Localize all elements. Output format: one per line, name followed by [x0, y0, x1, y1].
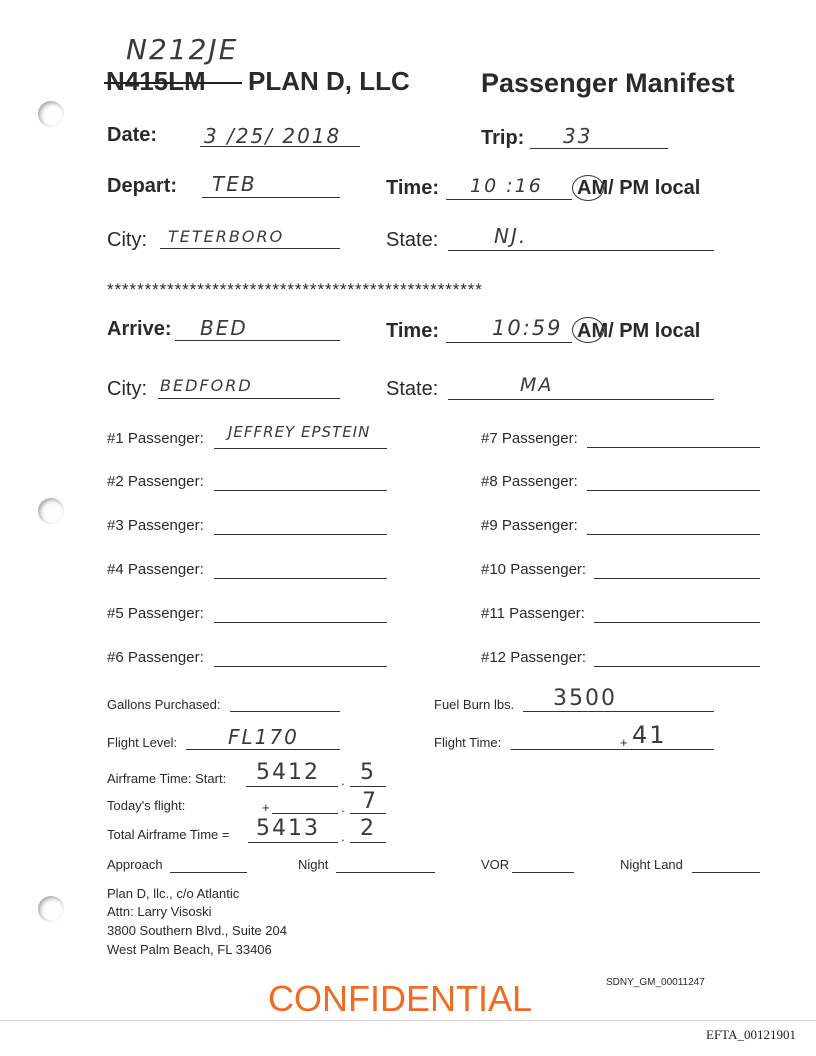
trip-label: Trip: — [481, 127, 525, 149]
address-line-2: Attn: Larry Visoski — [107, 904, 212, 919]
depart-city-value: TETERBORO — [168, 227, 285, 246]
arrive-city-value: BEDFORD — [160, 376, 253, 395]
night-label: Night — [298, 857, 329, 872]
passenger-2-label: #2 Passenger: — [107, 473, 204, 490]
flight-time-line — [511, 749, 714, 750]
tail-number-printed: N415LM — [106, 66, 206, 96]
fuel-burn-label: Fuel Burn lbs. — [434, 697, 515, 712]
tail-number-handwritten: N212JE — [126, 33, 239, 66]
depart-line — [202, 197, 340, 198]
arrive-time-line — [446, 342, 572, 343]
passenger-5-line — [214, 622, 387, 623]
total-airframe-whole: 5413 — [256, 816, 320, 841]
todays-flight-whole-line — [272, 813, 338, 814]
arrive-state-label: State: — [386, 378, 439, 400]
arrive-line — [175, 340, 340, 341]
depart-city-line — [160, 248, 340, 249]
address-line-1: Plan D, llc., c/o Atlantic — [107, 886, 240, 901]
flight-level-label: Flight Level: — [107, 735, 178, 750]
passenger-8-line — [587, 490, 760, 491]
passenger-7-label: #7 Passenger: — [481, 430, 578, 447]
punch-hole-bottom — [38, 896, 64, 922]
passenger-12-line — [594, 666, 760, 667]
total-airframe-dot: . — [341, 829, 345, 844]
airframe-start-whole-line — [246, 786, 338, 787]
trip-line — [530, 148, 668, 149]
airframe-start-tenth: 5 — [360, 760, 376, 785]
gallons-purchased-line — [230, 711, 340, 712]
passenger-4-label: #4 Passenger: — [107, 561, 204, 578]
depart-city-label: City: — [107, 229, 147, 251]
passenger-9-label: #9 Passenger: — [481, 517, 578, 534]
total-airframe-label: Total Airframe Time = — [107, 827, 230, 842]
flight-time-value: 41 — [632, 721, 667, 749]
todays-flight-dot: . — [341, 800, 345, 815]
passenger-3-line — [214, 534, 387, 535]
passenger-1-line — [214, 448, 387, 449]
arrive-city-line — [158, 398, 340, 399]
depart-state-line — [448, 250, 714, 251]
date-label: Date: — [107, 124, 158, 146]
company-name: PLAN D, LLC — [248, 66, 410, 96]
airframe-start-dot: . — [341, 773, 345, 788]
passenger-3-label: #3 Passenger: — [107, 517, 204, 534]
total-airframe-whole-line — [248, 842, 338, 843]
address-line-3: 3800 Southern Blvd., Suite 204 — [107, 923, 287, 938]
arrive-label: Arrive: — [107, 318, 172, 340]
todays-flight-tenth: 7 — [362, 789, 378, 814]
total-airframe-tenth: 2 — [360, 816, 376, 841]
punch-hole-middle — [38, 498, 64, 524]
arrive-value: BED — [200, 316, 248, 340]
flight-time-plus: + — [620, 735, 628, 750]
arrive-am-circle — [572, 317, 604, 343]
passenger-11-line — [594, 622, 760, 623]
arrive-time-label: Time: — [386, 320, 439, 342]
arrive-state-value: MA — [520, 374, 554, 396]
passenger-11-label: #11 Passenger: — [481, 605, 585, 622]
passenger-12-label: #12 Passenger: — [481, 649, 587, 666]
fuel-burn-value: 3500 — [553, 686, 617, 711]
trip-value: 33 — [563, 124, 593, 148]
scan-edge-line — [0, 1020, 816, 1021]
passenger-10-line — [594, 578, 760, 579]
vor-label: VOR — [481, 857, 510, 872]
passenger-1-label: #1 Passenger: — [107, 430, 204, 447]
arrive-city-label: City: — [107, 378, 147, 400]
depart-state-label: State: — [386, 229, 439, 251]
passenger-2-line — [214, 490, 387, 491]
arrive-ampm: AM/ PM local — [577, 320, 701, 342]
flight-time-label: Flight Time: — [434, 735, 502, 750]
night-land-line — [692, 872, 760, 873]
gallons-purchased-label: Gallons Purchased: — [107, 697, 221, 712]
total-airframe-tenth-line — [350, 842, 386, 843]
todays-flight-label: Today's flight: — [107, 798, 186, 813]
airframe-start-whole: 5412 — [256, 760, 320, 785]
sdny-bates-number: SDNY_GM_00011247 — [606, 977, 705, 988]
passenger-6-label: #6 Passenger: — [107, 649, 204, 666]
flight-level-value: FL170 — [228, 725, 299, 749]
passenger-5-label: #5 Passenger: — [107, 605, 204, 622]
depart-time-value: 10 :16 — [470, 175, 543, 197]
night-line — [336, 872, 435, 873]
arrive-time-value: 10:59 — [492, 316, 563, 340]
flight-level-line — [186, 749, 340, 750]
depart-state-value: NJ. — [494, 224, 528, 248]
tail-number-strikeout — [104, 82, 242, 84]
approach-line — [170, 872, 247, 873]
page-title: Passenger Manifest — [481, 68, 735, 98]
address-line-4: West Palm Beach, FL 33406 — [107, 942, 272, 957]
confidential-stamp: CONFIDENTIAL — [268, 978, 533, 1019]
depart-value: TEB — [212, 172, 257, 196]
passenger-1-value: JEFFREY EPSTEIN — [228, 423, 371, 441]
passenger-4-line — [214, 578, 387, 579]
airframe-start-label: Airframe Time: Start: — [107, 771, 227, 786]
punch-hole-top — [38, 101, 64, 127]
passenger-7-line — [587, 447, 760, 448]
passenger-10-label: #10 Passenger: — [481, 561, 587, 578]
night-land-label: Night Land — [620, 857, 683, 872]
passenger-8-label: #8 Passenger: — [481, 473, 578, 490]
efta-bates-number: EFTA_00121901 — [706, 1027, 796, 1042]
arrive-state-line — [448, 399, 714, 400]
date-value: 3 /25/ 2018 — [204, 124, 342, 148]
vor-line — [512, 872, 574, 873]
depart-label: Depart: — [107, 175, 178, 197]
depart-ampm: AM/ PM local — [577, 177, 701, 199]
fuel-burn-line — [523, 711, 714, 712]
todays-flight-plus: + — [262, 800, 270, 815]
separator-stars: ************************************************** — [107, 280, 483, 299]
depart-time-label: Time: — [386, 177, 439, 199]
passenger-9-line — [587, 534, 760, 535]
airframe-start-tenth-line — [350, 786, 386, 787]
depart-am-circle — [572, 175, 604, 201]
approach-label: Approach — [107, 857, 163, 872]
passenger-6-line — [214, 666, 387, 667]
depart-time-line — [446, 199, 572, 200]
